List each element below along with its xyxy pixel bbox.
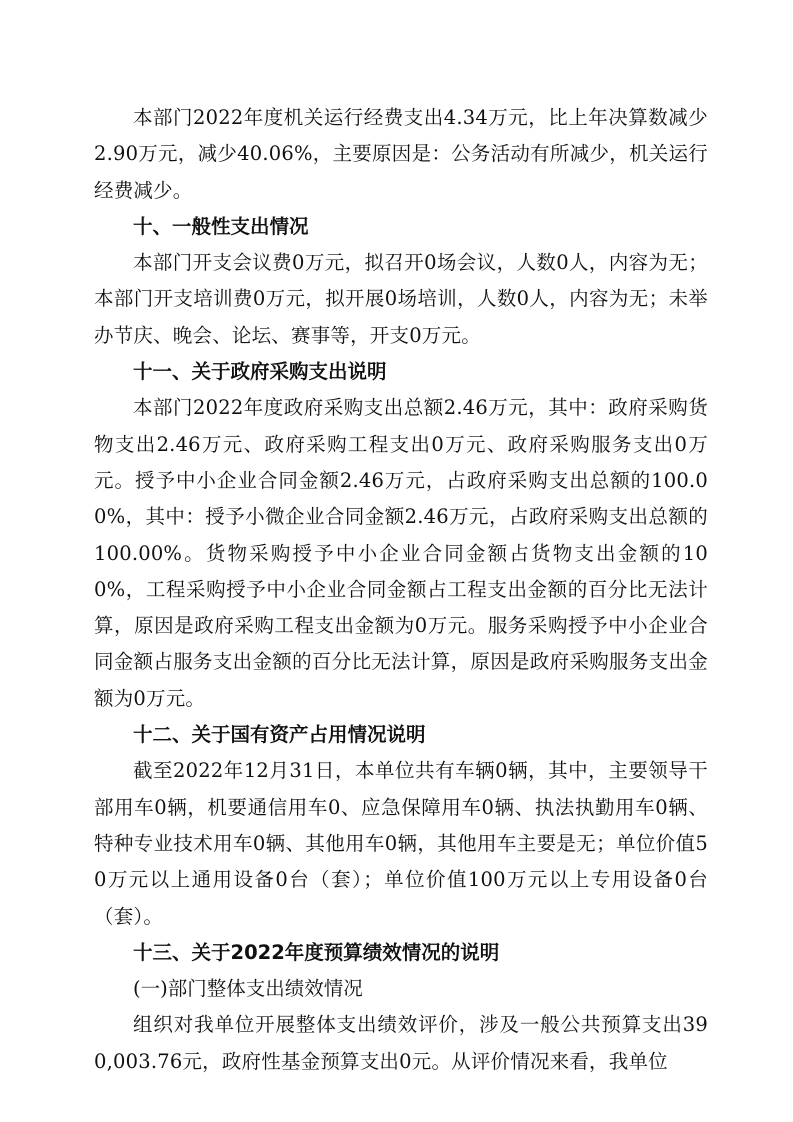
document-body: [94, 100, 708, 1080]
section-heading-11: 十一、关于政府采购支出说明: [133, 360, 387, 384]
paragraph-procurement: 本部门2022年度政府采购支出总额2.46万元，其中：政府采购货物支出2.46万元、政府采购工程支出0万元、政府采购服务支出0万元。授予中小企业合同金额2.46万元，占政府采购支出总额的100.00%，其中：授予小微企业合同金额2.46万元，占政府采购支出总额的100.00%。货物采购授予中小企业合同金额占货物支出金额的100%，工程采购授予中小企业合同金额占工程支出金额的百分比无法计算，原因是政府采购工程支出金额为0万元。服务采购授予中小企业合同金额占服务支出金额的百分比无法计算，原因是政府采购服务支出金额为0万元。: [94, 396, 708, 710]
section-heading-13: 十三、关于2022年度预算绩效情况的说明: [133, 940, 500, 964]
subsection-heading-1: (一)部门整体支出绩效情况: [133, 977, 363, 1001]
paragraph-state-assets: 截至2022年12月31日，本单位共有车辆0辆，其中，主要领导干部用车0辆，机要通信用车0、应急保障用车0辆、执法执勤用车0辆、特种专业技术用车0辆、其他用车0辆，其他用车主要是无；单位价值50万元以上通用设备0台（套）；单位价值100万元以上专用设备0台（套）。: [94, 759, 708, 928]
section-heading-10: 十、一般性支出情况: [133, 214, 309, 238]
paragraph-operating-expenses: 本部门2022年度机关运行经费支出4.34万元，比上年决算数减少2.90万元，减少40.06%，主要原因是：公务活动有所减少，机关运行经费减少。: [94, 106, 708, 202]
section-heading-12: 十二、关于国有资产占用情况说明: [133, 723, 426, 747]
paragraph-general-expenses: 本部门开支会议费0万元，拟召开0场会议，人数0人，内容为无；本部门开支培训费0万元，拟开展0场培训，人数0人，内容为无；未举办节庆、晚会、论坛、赛事等，开支0万元。: [94, 251, 708, 347]
paragraph-performance: 组织对我单位开展整体支出绩效评价，涉及一般公共预算支出390,003.76元，政府性基金预算支出0元。从评价情况来看，我单位: [94, 1013, 708, 1073]
